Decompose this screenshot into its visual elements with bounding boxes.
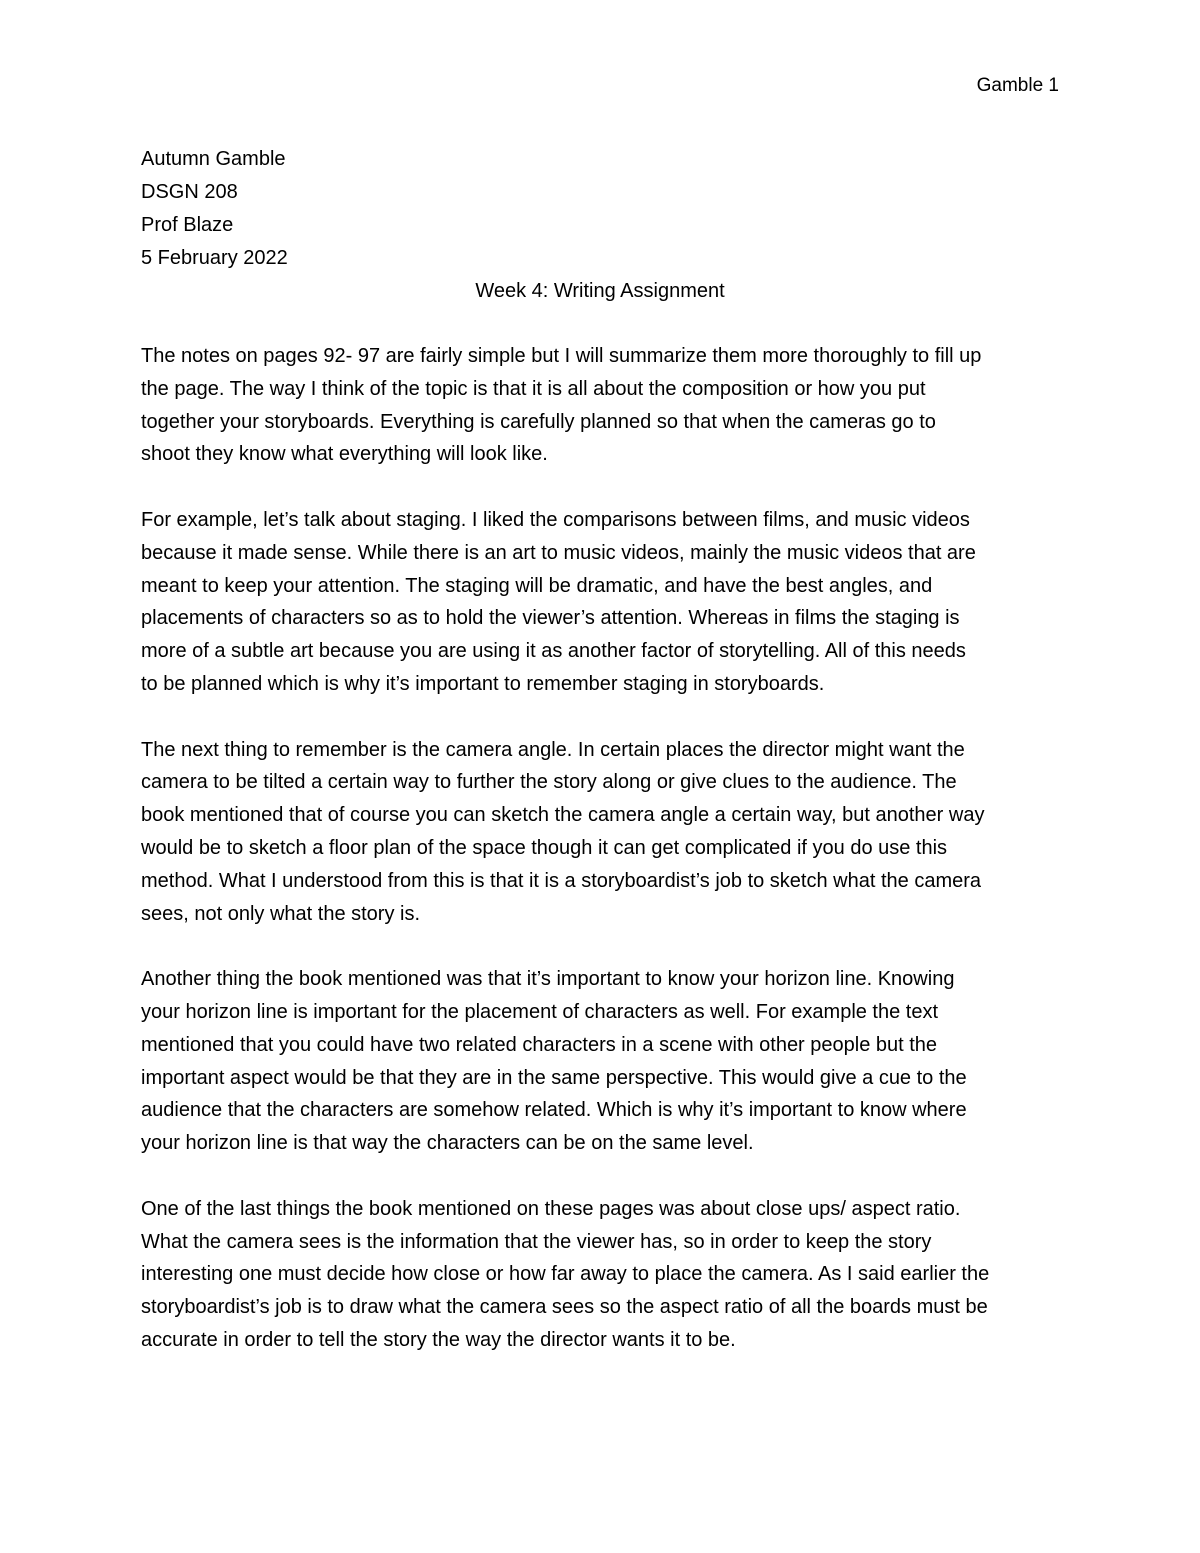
text-line: more of a subtle art because you are using it as another factor of storytelling. All of this needs bbox=[141, 640, 966, 663]
text-line: shoot they know what everything will look like. bbox=[141, 443, 548, 466]
text-line: together your storyboards. Everything is carefully planned so that when the cameras go to bbox=[141, 410, 936, 433]
text-line: your horizon line is that way the characters can be on the same level. bbox=[141, 1132, 754, 1155]
author-name: Autumn Gamble bbox=[141, 148, 286, 170]
text-line: mentioned that you could have two related characters in a scene with other people but the bbox=[141, 1033, 938, 1056]
text-line: meant to keep your attention. The staging will be dramatic, and have the best angles, and bbox=[141, 574, 933, 597]
text-line: to be planned which is why it’s important to remember staging in storyboards. bbox=[141, 672, 825, 695]
instructor-name: Prof Blaze bbox=[141, 214, 234, 236]
document-body bbox=[141, 340, 1059, 1390]
text-line: interesting one must decide how close or how far away to place the camera. As I said earlier the bbox=[141, 1263, 990, 1286]
paragraph-3 bbox=[141, 734, 1059, 931]
text-line: important aspect would be that they are in the same perspective. This would give a cue to the bbox=[141, 1066, 967, 1089]
document-title: Week 4: Writing Assignment bbox=[475, 280, 725, 302]
paragraph-1 bbox=[141, 340, 1059, 471]
text-line: because it made sense. While there is an art to music videos, mainly the music videos that are bbox=[141, 541, 976, 564]
text-line: For example, let’s talk about staging. I liked the comparisons between films, and music videos bbox=[141, 508, 970, 531]
text-line: The next thing to remember is the camera angle. In certain places the director might want the bbox=[141, 738, 965, 761]
text-line: sees, not only what the story is. bbox=[141, 902, 421, 925]
paragraph-2 bbox=[141, 504, 1059, 701]
paragraph-4 bbox=[141, 963, 1059, 1160]
text-line: camera to be tilted a certain way to further the story along or give clues to the audience. The bbox=[141, 771, 957, 794]
text-line: the page. The way I think of the topic is that it is all about the composition or how you put bbox=[141, 377, 926, 400]
document-date: 5 February 2022 bbox=[141, 247, 288, 269]
text-line: method. What I understood from this is that it is a storyboardist’s job to sketch what the camera bbox=[141, 869, 982, 892]
text-line: What the camera sees is the information that the viewer has, so in order to keep the story bbox=[141, 1230, 932, 1253]
paragraph-5 bbox=[141, 1193, 1059, 1357]
text-line: your horizon line is important for the placement of characters as well. For example the text bbox=[141, 1000, 939, 1023]
text-line: book mentioned that of course you can sketch the camera angle a certain way, but another way bbox=[141, 804, 985, 827]
text-line: Another thing the book mentioned was that it’s important to know your horizon line. Knowing bbox=[141, 968, 955, 991]
text-line: accurate in order to tell the story the way the director wants it to be. bbox=[141, 1328, 736, 1351]
text-line: audience that the characters are somehow related. Which is why it’s important to know where bbox=[141, 1099, 967, 1122]
text-line: The notes on pages 92- 97 are fairly simple but I will summarize them more thoroughly to fill up bbox=[141, 345, 982, 367]
text-line: storyboardist’s job is to draw what the camera sees so the aspect ratio of all the boards must be bbox=[141, 1296, 988, 1319]
text-line: placements of characters so as to hold the viewer’s attention. Whereas in films the staging is bbox=[141, 607, 960, 630]
text-line: One of the last things the book mentioned on these pages was about close ups/ aspect ratio. bbox=[141, 1197, 961, 1220]
text-line: would be to sketch a floor plan of the space though it can get complicated if you do use this bbox=[141, 836, 948, 859]
mla-heading bbox=[141, 143, 1059, 275]
running-header: Gamble 1 bbox=[976, 75, 1059, 96]
course-name: DSGN 208 bbox=[141, 181, 238, 203]
